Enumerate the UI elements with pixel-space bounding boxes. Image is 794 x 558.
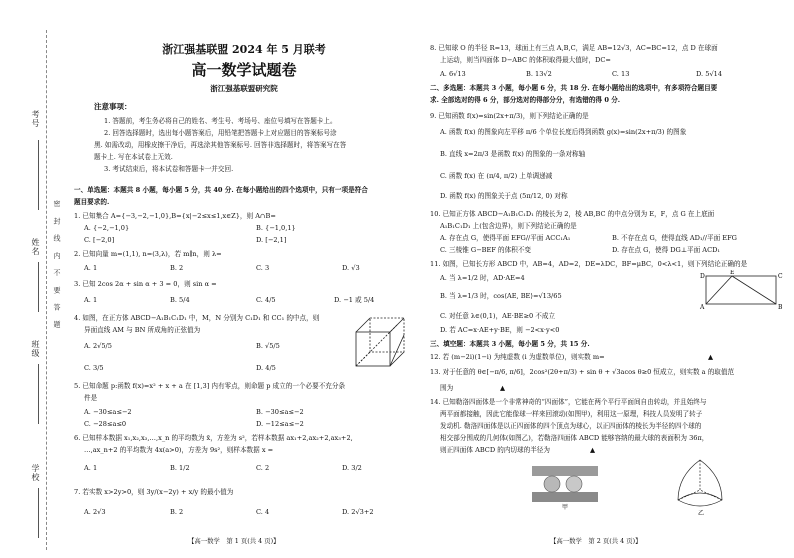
q7-option-a: A. 2√3: [84, 508, 106, 516]
q10-option-c: C. 三棱锥 G−BEF 的体积不变: [440, 246, 531, 254]
binding-margin: [0, 0, 61, 558]
q6-option-a: A. 1: [84, 464, 98, 472]
q11-option-b: B. 当 λ=1/3 时，cos⟨AE, BE⟩=√13/65: [440, 292, 562, 300]
page-1-footer: 【高一数学 第 1 页(共 4 页)】: [188, 537, 280, 545]
school-label: 学校: [31, 464, 40, 482]
number-field: [38, 140, 39, 210]
seal-dashed-line: [46, 30, 47, 550]
q10-stem: 10. 已知正方体 ABCD−A₁B₁C₁D₁ 的棱长为 2，棱 AB,BC 的中点分别为 E，F，点 G 在上底面: [430, 210, 715, 218]
note-2-cont: 黑. 如需改动，用橡皮擦干净后，再选涂其他答案标号. 回答非选择题时，将答案写在答: [94, 141, 347, 149]
exam-org-title: 浙江强基联盟 2024 年 5 月联考: [162, 43, 326, 56]
q5-stem: 5. 已知命题 p:函数 f(x)=x² + x + a 在 [1,3] 内有零点，则命题 p 成立的一个必要不充分条: [74, 382, 346, 390]
q10-option-b: B. 不存在点 G，使得直线 AD₁//平面 EFG: [612, 234, 737, 242]
q12-blank: ▲: [708, 353, 714, 361]
label-d: D: [700, 273, 705, 280]
q2-option-d: D. √3: [342, 264, 360, 272]
q5-option-d: D. −12≤a≤−2: [256, 420, 304, 428]
cube-figure: [352, 314, 410, 370]
q5-option-b: B. −30≤a≤−2: [256, 408, 304, 416]
q4-stem: 4. 如图，在正方体 ABCD−A₁B₁C₁D₁ 中，M，N 分别为 C₁D₁ 和 CC₁ 的中点，则: [74, 314, 320, 322]
q2-option-a: A. 1: [84, 264, 98, 272]
q3-option-d: D. −1 或 5/4: [334, 296, 375, 304]
q1-option-d: D. [−2,1]: [256, 236, 287, 244]
q11-option-c: C. 对任意 λ∈(0,1)，AE·BE≥0 不成立: [440, 312, 556, 320]
q9-option-b: B. 直线 x=2π/3 是函数 f(x) 的图象的一条对称轴: [440, 150, 586, 158]
label-a: A: [700, 304, 705, 310]
q13-blank: ▲: [500, 384, 506, 392]
section-3-heading: 三、填空题：本题共 3 小题，每小题 5 分，共 15 分.: [430, 340, 590, 348]
q9-option-a: A. 函数 f(x) 的图象向左平移 π/6 个单位长度后得到函数 g(x)=sin(2x+π/3) 的图象: [440, 128, 687, 136]
q14-blank: ▲: [590, 446, 596, 454]
q8-stem-cont: 上运动，则当四面体 D−ABC 的体积取得最大值时，DC=: [440, 56, 611, 64]
q8-option-d: D. 5√14: [696, 70, 723, 78]
figure-b-caption: 乙: [698, 510, 705, 516]
q3-stem: 3. 已知 2cos 2α + sin α + 3 = 0，则 sin α =: [74, 280, 217, 288]
q4-stem-cont: 异面直线 AM 与 BN 所成角的正弦值为: [84, 326, 201, 334]
q6-option-d: D. 3/2: [342, 464, 362, 472]
q8-option-b: B. 13√2: [526, 70, 552, 78]
q7-option-c: C. 4: [256, 508, 270, 516]
q8-stem: 8. 已知球 O 的半径 R=13，球面上有三点 A,B,C，满足 AB=12√3，AC=BC=12，点 D 在球面: [430, 44, 718, 52]
q6-stem: 6. 已知样本数据 x₁,x₂,x₃,…,x_n 的平均数为 x̄，方差为 s²，若样本数据 ax₁+2,ax₂+2,ax₃+2,: [74, 434, 353, 442]
label-e: E: [730, 270, 735, 276]
q6-stem-cont: …,ax_n+2 的平均数为 4x(a>0)，方差为 9s²，则样本数据 x =: [84, 446, 274, 454]
section-1-heading-cont: 题目要求的.: [74, 198, 110, 206]
label-b: B: [778, 304, 783, 310]
q10-option-d: D. 存在点 G，使得 DG⊥平面 ACD₁: [612, 246, 721, 254]
name-field: [38, 262, 39, 312]
q3-option-a: A. 1: [84, 296, 98, 304]
rolling-tetrahedron-photo: [530, 462, 600, 510]
q8-option-a: A. 6√13: [440, 70, 466, 78]
class-label: 班级: [31, 340, 40, 358]
q4-option-b: B. √5/5: [256, 342, 280, 350]
note-1: 1. 答题前，考生务必将自己的姓名、考生号、考场号、座位号填写在答题卡上。: [104, 117, 337, 125]
q2-option-b: B. 2: [170, 264, 184, 272]
q11-stem: 11. 如图，已知长方形 ABCD 中，AB=4，AD=2，DE=λDC，BF=μBC，0<λ<1，则下列结论正确的是: [430, 260, 748, 268]
q14-line-4: 相交部分围成的几何体(如图乙)，若勒洛四面体 ABCD 能够容纳的最大球的表面积为 36π，: [440, 434, 709, 442]
q12-stem: 12. 若 (m−2i)(1−i) 为纯虚数 (i 为虚数单位)，则实数 m=: [430, 353, 605, 361]
label-c: C: [778, 273, 783, 280]
number-label: 考号: [31, 110, 40, 128]
q4-option-a: A. 2√5/5: [84, 342, 112, 350]
q14-line-3: 发动机. 勒洛四面体是以正四面体的四个顶点为球心，以正四面体的棱长为半径的四个球的: [440, 422, 702, 430]
class-field: [38, 364, 39, 424]
q3-option-c: C. 4/5: [256, 296, 276, 304]
q2-stem: 2. 已知向量 m=(1,1), n=(3,λ)，若 m∥n，则 λ=: [74, 250, 222, 258]
q13-stem: 13. 对于任意的 θ∈[−π/6, π/6]，2cos²(2θ+π/3) + sin θ + √3acos θ≥0 恒成立，则实数 a 的取值范: [430, 368, 735, 376]
q3-option-b: B. 5/4: [170, 296, 190, 304]
section-1-heading: 一、单选题：本题共 8 小题，每小题 5 分，共 40 分. 在每小题给出的四个选项中，只有一项是符合: [74, 186, 368, 194]
note-2: 2. 回答选择题时，选出每小题答案后，用铅笔把答题卡上对应题目的答案标号涂: [104, 129, 337, 137]
q14-line-2: 两平面都接触，因此它能像球一样来回滚动(如图甲)，利用这一原理，科技人员发明了转子: [440, 410, 703, 418]
q13-stem-cont: 围为: [440, 384, 454, 392]
q7-option-d: D. 2√3+2: [342, 508, 374, 516]
q4-option-d: D. 4/5: [256, 364, 276, 372]
q7-stem: 7. 若实数 x>2y>0，则 3y/(x−2y) + x/y 的最小值为: [74, 488, 234, 496]
q4-option-c: C. 3/5: [84, 364, 104, 372]
q10-stem-cont: A₁B₁C₁D₁ 上(包含边界)，则下列结论正确的是: [440, 222, 577, 230]
q9-option-c: C. 函数 f(x) 在 (π/4, π/2) 上单调递减: [440, 172, 553, 180]
name-label: 姓名: [31, 238, 40, 256]
q5-option-a: A. −30≤a≤−2: [84, 408, 132, 416]
q9-stem: 9. 已知函数 f(x)=sin(2x+π/3)，则下列结论正确的是: [430, 112, 589, 120]
q1-option-c: C. [−2,0]: [84, 236, 115, 244]
q6-option-b: B. 1/2: [170, 464, 190, 472]
q14-line-5: 则正四面体 ABCD 的内切球的半径为: [440, 446, 550, 454]
q6-option-c: C. 2: [256, 464, 270, 472]
q1-option-a: A. {−2,−1,0}: [84, 224, 130, 232]
page-2-footer: 【高一数学 第 2 页(共 4 页)】: [550, 537, 642, 545]
q11-option-d: D. 若 AC=x·AE+y·BE，则 −2<x·y<0: [440, 326, 560, 334]
rectangle-figure: [698, 270, 784, 310]
q7-option-b: B. 2: [170, 508, 184, 516]
q5-option-c: C. −28≤a≤0: [84, 420, 127, 428]
q14-line-1: 14. 已知勒洛四面体是一个非常神奇的“四面体”，它能在两个平行平面间自由转动，并且始终与: [430, 398, 707, 406]
section-2-heading-cont: 求. 全部选对的得 6 分，部分选对的得部分分，有选错的得 0 分.: [430, 96, 621, 104]
seal-line-text: 密 封 线 内 不 要 答 题: [53, 200, 61, 332]
q1-stem: 1. 已知集合 A={−3,−2,−1,0},B={x|−2≤x≤1,x∈Z}，则 A∩B=: [74, 212, 276, 220]
q9-option-d: D. 函数 f(x) 的图象关于点 (5π/12, 0) 对称: [440, 192, 568, 200]
notes-heading: 注意事项：: [94, 102, 132, 111]
figure-a-caption: 甲: [562, 504, 569, 510]
author: 浙江强基联盟研究院: [210, 84, 278, 93]
q8-option-c: C. 13: [612, 70, 630, 78]
section-2-heading: 二、多选题：本题共 3 小题，每小题 6 分，共 18 分. 在每小题给出的选项中，有多项符合题目要: [430, 84, 718, 92]
q5-stem-cont: 件是: [84, 394, 98, 402]
note-2-end: 题卡上. 写在本试卷上无效.: [94, 153, 173, 161]
q11-option-a: A. 当 λ=1/2 时，AD·AE=4: [440, 274, 525, 282]
note-3: 3. 考试结束后，将本试卷和答题卡一并交回.: [104, 165, 234, 173]
q10-option-a: A. 存在点 G，使得平面 EFG//平面 ACC₁A₁: [440, 234, 571, 242]
q1-option-b: B. {−1,0,1}: [256, 224, 296, 232]
reuleaux-tetrahedron-figure: [670, 456, 730, 516]
school-field: [38, 488, 39, 538]
page-title: 高一数学试题卷: [191, 61, 297, 79]
q2-option-c: C. 3: [256, 264, 270, 272]
